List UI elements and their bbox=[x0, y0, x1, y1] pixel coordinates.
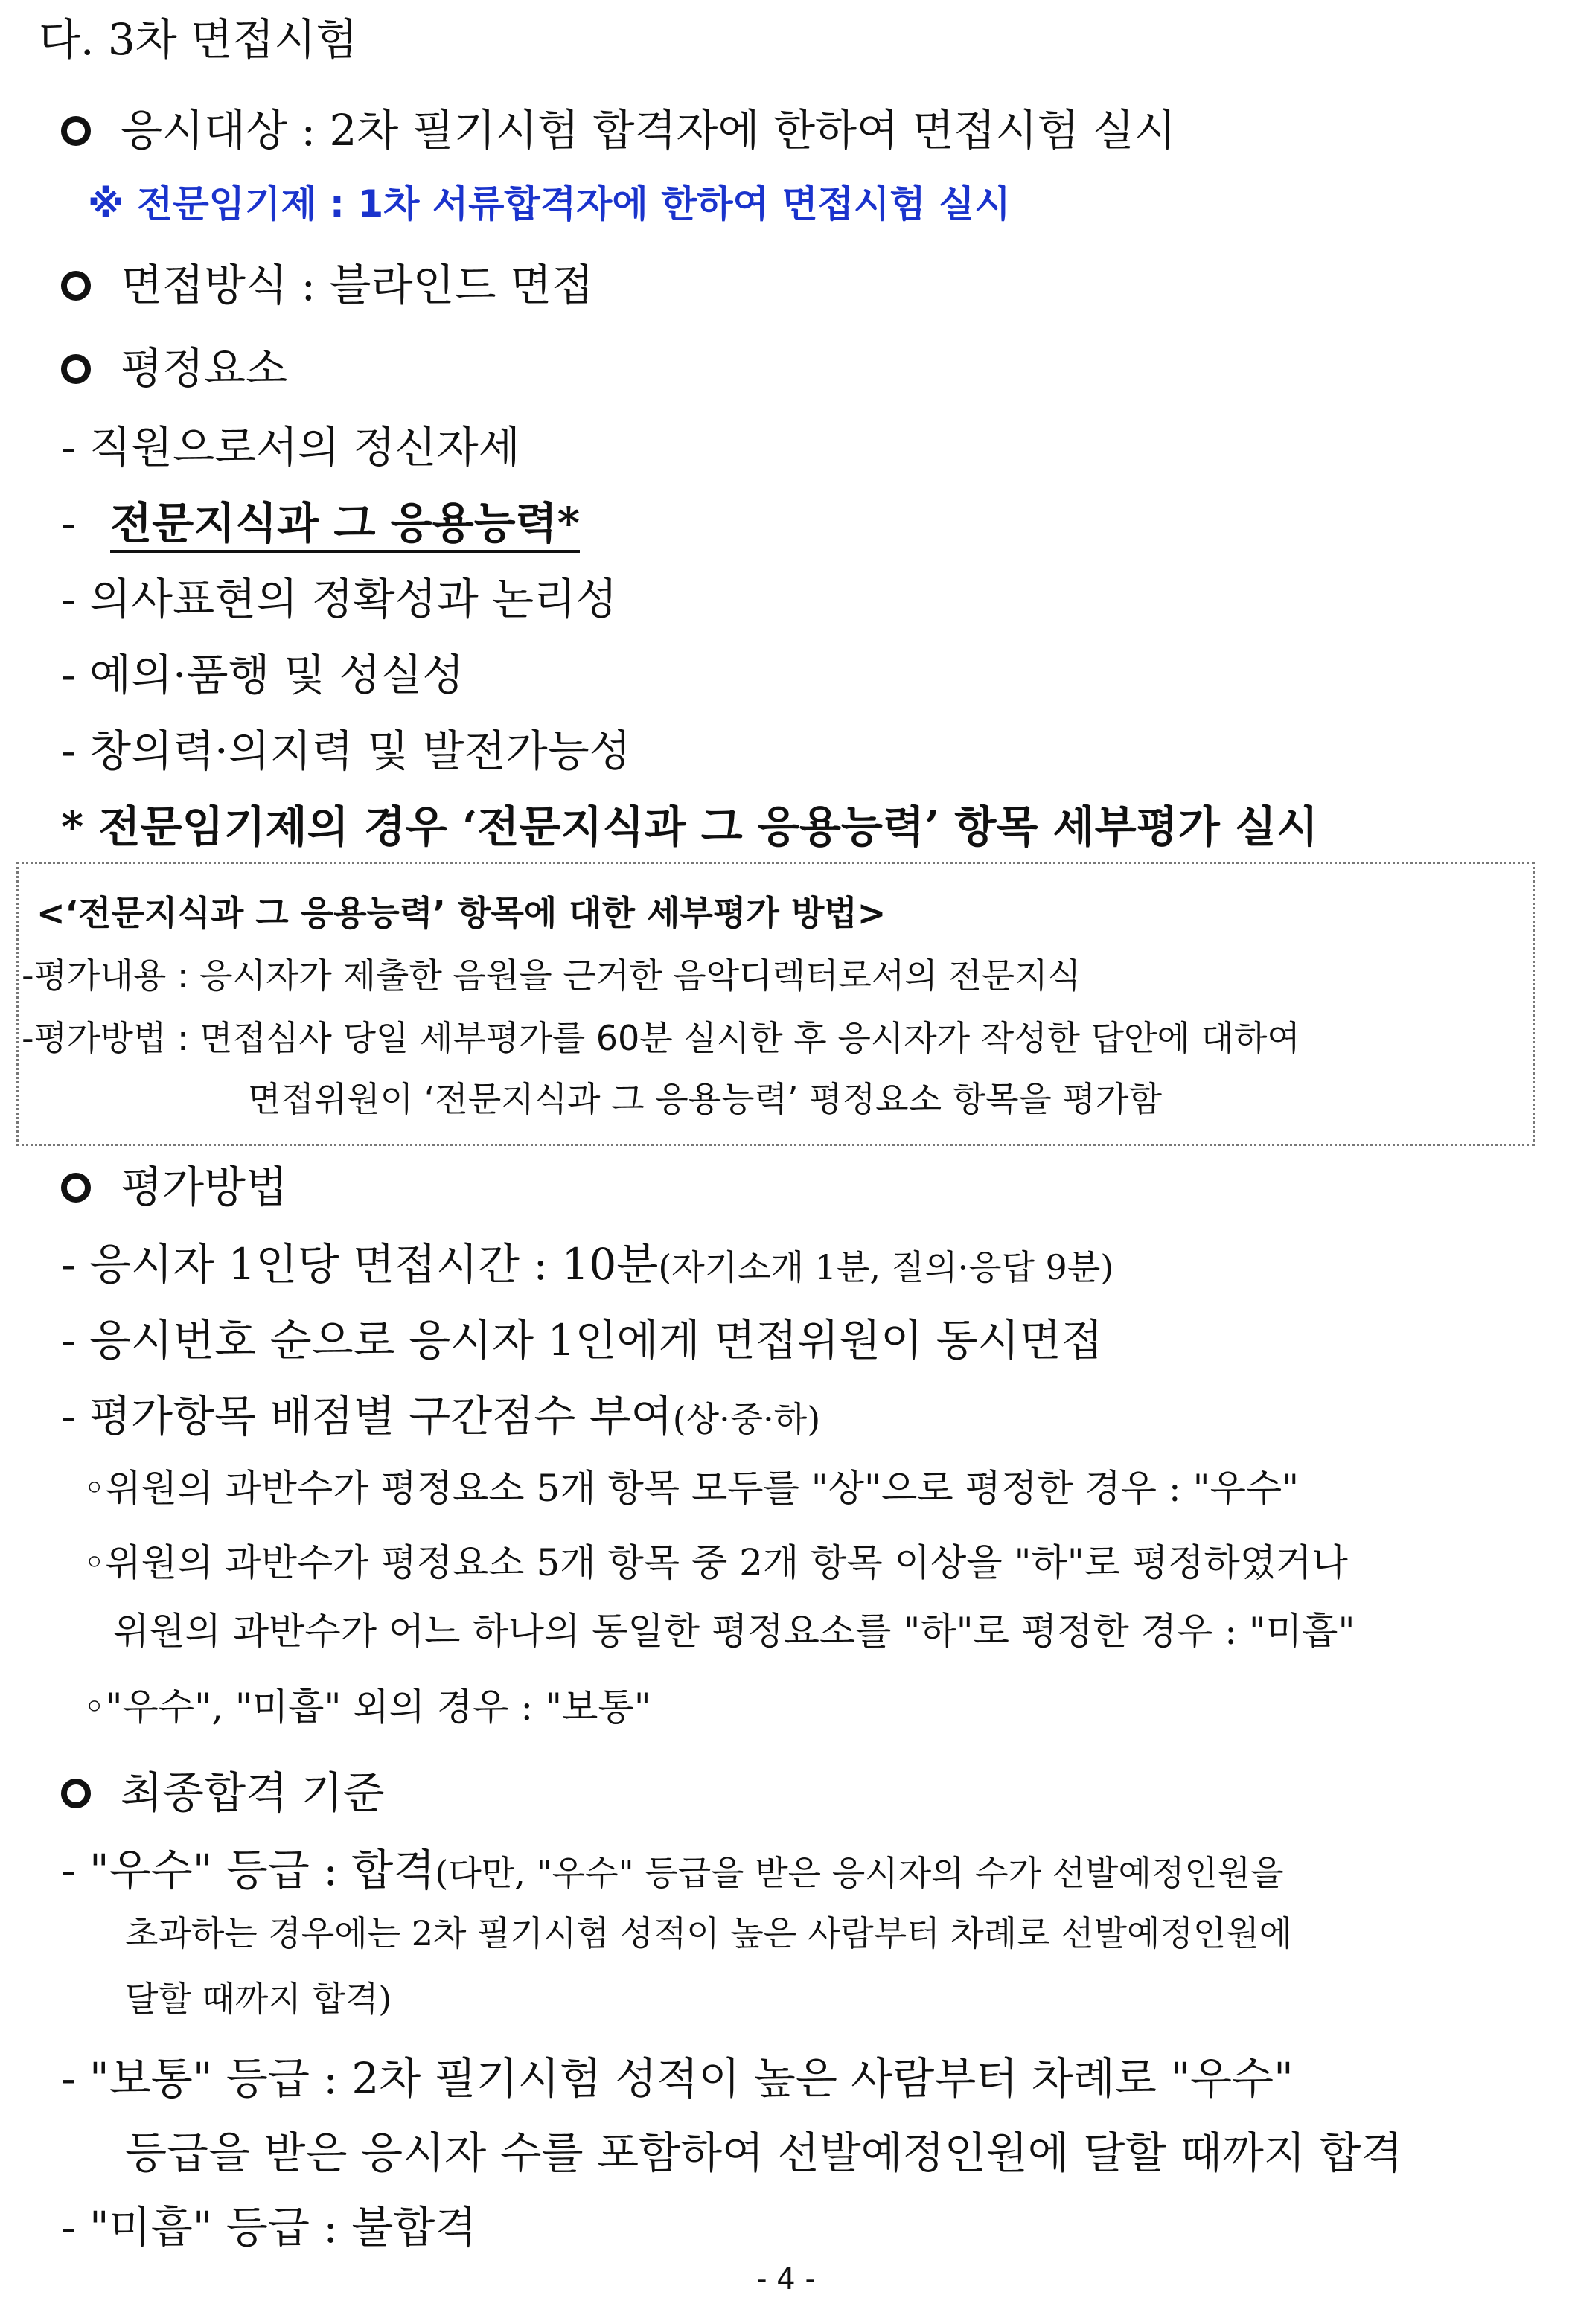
final-rule-normal-cont: 등급을 받은 응시자 수를 포함하여 선발예정인원에 달할 때까지 합격 bbox=[125, 2128, 1403, 2178]
criteria-item-expertise bbox=[61, 488, 580, 551]
box-line: -평가내용 : 응시자가 제출한 음원을 근거한 음악디렉터로서의 전문지식 bbox=[22, 955, 1081, 996]
box-line: 면접위원이 ‘전문지식과 그 응용능력’ 평정요소 항목을 평가함 bbox=[248, 1079, 1162, 1119]
section-title: 다. 3차 면접시험 bbox=[39, 14, 358, 65]
grade-rule: 위원의 과반수가 어느 하나의 동일한 평정요소를 "하"로 평정한 경우 : "미흡" bbox=[113, 1610, 1355, 1653]
circle-bullet-icon bbox=[61, 1173, 91, 1203]
criteria-expertise-text: 전문지식과 그 응용능력* bbox=[110, 498, 580, 553]
evaluation-time: - 응시자 1인당 면접시간 : 10분 bbox=[61, 1239, 659, 1290]
criteria-star-note: * 전문임기제의 경우 ‘전문지식과 그 응용능력’ 항목 세부평가 실시 bbox=[61, 801, 1318, 852]
circle-bullet-icon bbox=[61, 1779, 91, 1808]
bullet-evaluation-text: 평가방법 bbox=[121, 1162, 288, 1212]
criteria-dash: - bbox=[61, 498, 90, 548]
final-rule-excellent-cont: 달할 때까지 합격) bbox=[125, 1979, 392, 2019]
note-specialist: ※ 전문임기제 : 1차 서류합격자에 한하여 면접시험 실시 bbox=[88, 182, 1011, 225]
circle-bullet-icon bbox=[61, 271, 91, 301]
bullet-target bbox=[61, 95, 1176, 158]
criteria-item: - 직원으로서의 정신자세 bbox=[61, 422, 520, 473]
bullet-final-text: 최종합격 기준 bbox=[121, 1767, 385, 1818]
evaluation-item: - 응시번호 순으로 응시자 1인에게 면접위원이 동시면접 bbox=[61, 1315, 1103, 1366]
criteria-item: - 예의·품행 및 성실성 bbox=[61, 650, 464, 700]
evaluation-item bbox=[61, 1229, 1114, 1292]
bullet-method bbox=[61, 250, 593, 313]
final-excellent-detail: (다만, "우수" 등급을 받은 응시자의 수가 선발예정인원을 bbox=[435, 1853, 1284, 1893]
box-title: <‘전문지식과 그 응용능력’ 항목에 대한 세부평가 방법> bbox=[36, 893, 886, 933]
page-number: - 4 - bbox=[756, 2262, 816, 2296]
grade-rule: ◦위원의 과반수가 평정요소 5개 항목 모두를 "상"으로 평정한 경우 : "우수" bbox=[83, 1467, 1300, 1510]
bullet-criteria bbox=[61, 333, 287, 396]
detail-evaluation-box bbox=[16, 862, 1535, 1146]
evaluation-scoring: - 평가항목 배점별 구간점수 부여 bbox=[61, 1391, 673, 1441]
final-rule-normal: - "보통" 등급 : 2차 필기시험 성적이 높은 사람부터 차례로 "우수" bbox=[61, 2053, 1294, 2104]
final-rule-excellent-cont: 초과하는 경우에는 2차 필기시험 성적이 높은 사람부터 차례로 선발예정인원에 bbox=[125, 1913, 1293, 1953]
final-rule-poor: - "미흡" 등급 : 불합격 bbox=[61, 2202, 477, 2253]
criteria-item: - 창의력·의지력 및 발전가능성 bbox=[61, 726, 631, 776]
final-rule-excellent bbox=[61, 1835, 1284, 1898]
grade-rule: ◦"우수", "미흡" 외의 경우 : "보통" bbox=[83, 1686, 651, 1729]
evaluation-scoring-detail: (상·중·하) bbox=[672, 1399, 821, 1439]
criteria-item: - 의사표현의 정확성과 논리성 bbox=[61, 574, 618, 624]
bullet-evaluation bbox=[61, 1152, 287, 1214]
bullet-final bbox=[61, 1758, 385, 1820]
evaluation-item bbox=[61, 1381, 820, 1444]
circle-bullet-icon bbox=[61, 354, 91, 384]
circle-bullet-icon bbox=[61, 116, 91, 146]
bullet-method-text: 면접방식 : 블라인드 면접 bbox=[121, 260, 594, 310]
bullet-target-text: 응시대상 : 2차 필기시험 합격자에 한하여 면접시험 실시 bbox=[121, 105, 1177, 156]
final-excellent-main: - "우수" 등급 : 합격 bbox=[61, 1845, 435, 1895]
evaluation-time-detail: (자기소개 1분, 질의·응답 9분) bbox=[658, 1247, 1114, 1287]
grade-rule: ◦위원의 과반수가 평정요소 5개 항목 중 2개 항목 이상을 "하"로 평정하였거나 bbox=[83, 1541, 1348, 1584]
bullet-criteria-text: 평정요소 bbox=[121, 343, 288, 394]
box-line: -평가방법 : 면접심사 당일 세부평가를 60분 실시한 후 응시자가 작성한 답안에 대하여 bbox=[22, 1018, 1300, 1058]
